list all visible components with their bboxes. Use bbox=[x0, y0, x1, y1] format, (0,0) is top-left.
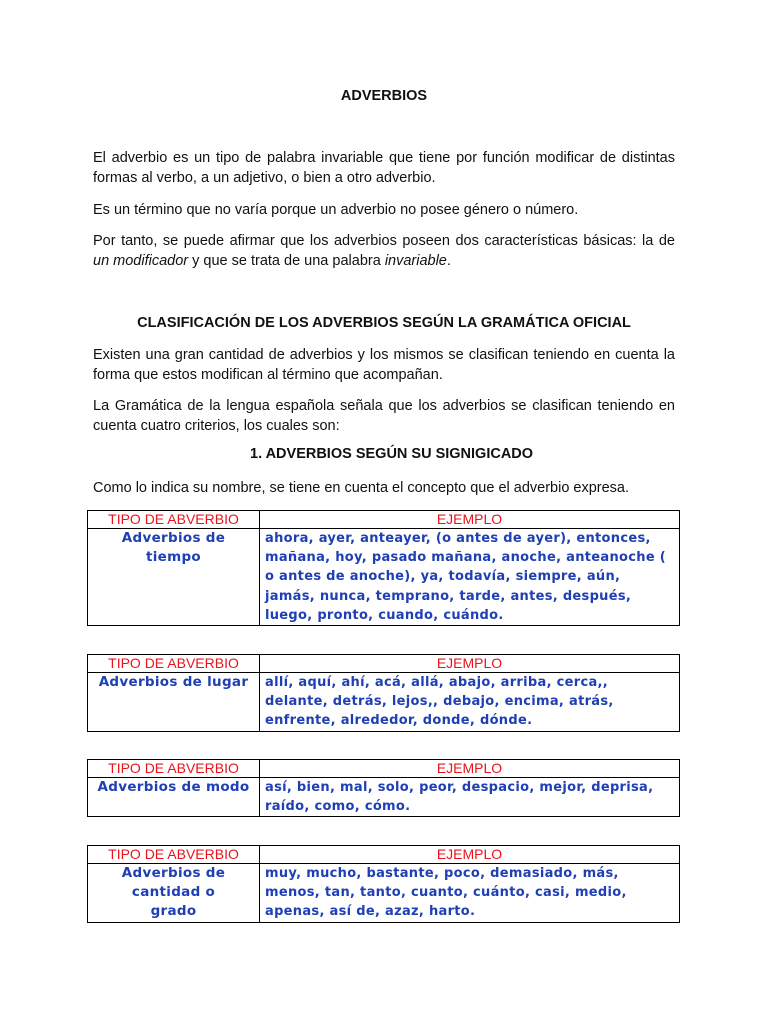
ejemplo-cell: allí, aquí, ahí, acá, allá, abajo, arriba, cerca,, delante, detrás, lejos,, debajo, encima, atrás, enfrente, alrededor, donde, dónde. bbox=[260, 673, 680, 732]
table-header-row bbox=[88, 846, 680, 864]
intro-paragraph-3-text-a: Por tanto, se puede afirmar que los adverbios poseen dos características básicas: la de bbox=[93, 233, 675, 249]
intro-paragraph-3-text-b: y que se trata de una palabra bbox=[188, 253, 385, 269]
adverb-table-cantidad bbox=[87, 845, 680, 923]
intro-paragraph-3 bbox=[93, 231, 675, 271]
ejemplo-cell: muy, mucho, bastante, poco, demasiado, más, menos, tan, tanto, cuanto, cuánto, casi, medio, apenas, así de, azaz, harto. bbox=[260, 864, 680, 923]
adverb-table-tiempo bbox=[87, 510, 680, 626]
section-heading: CLASIFICACIÓN DE LOS ADVERBIOS SEGÚN LA GRAMÁTICA OFICIAL bbox=[137, 315, 631, 331]
tipo-cell: Adverbios de lugar bbox=[88, 673, 260, 732]
header-ejemplo: EJEMPLO bbox=[260, 655, 680, 673]
adverb-table-lugar bbox=[87, 654, 680, 732]
tipo-cell: Adverbios de cantidad o grado bbox=[88, 864, 260, 923]
table-header-row bbox=[88, 760, 680, 778]
tipo-cell: Adverbios de tiempo bbox=[88, 529, 260, 626]
header-ejemplo: EJEMPLO bbox=[260, 511, 680, 529]
header-ejemplo: EJEMPLO bbox=[260, 846, 680, 864]
sub-heading: 1. ADVERBIOS SEGÚN SU SIGNIGICADO bbox=[250, 446, 534, 462]
header-tipo: TIPO DE ABVERBIO bbox=[88, 511, 260, 529]
header-tipo: TIPO DE ABVERBIO bbox=[88, 655, 260, 673]
tipo-cell: Adverbios de modo bbox=[88, 778, 260, 817]
intro-paragraph-2: Es un término que no varía porque un adverbio no posee género o número. bbox=[93, 202, 579, 218]
header-tipo: TIPO DE ABVERBIO bbox=[88, 846, 260, 864]
header-tipo: TIPO DE ABVERBIO bbox=[88, 760, 260, 778]
table-row bbox=[88, 529, 680, 626]
ejemplo-cell: ahora, ayer, anteayer, (o antes de ayer), entonces, mañana, hoy, pasado mañana, anoche, anteanoche ( o antes de anoche), ya, todavía, siempre, aún, jamás, nunca, temprano, tarde, antes, después, luego, pronto, cuando, cuándo. bbox=[260, 529, 680, 626]
table-header-row bbox=[88, 511, 680, 529]
table-row bbox=[88, 673, 680, 732]
table-row bbox=[88, 778, 680, 817]
intro-emphasis-modificador: un modificador bbox=[93, 253, 189, 269]
page-title: ADVERBIOS bbox=[340, 88, 428, 104]
section-paragraph-1: Existen una gran cantidad de adverbios y los mismos se clasifican teniendo en cuenta la forma que estos modifican al término que acompañan. bbox=[93, 347, 675, 383]
intro-emphasis-invariable: invariable bbox=[384, 253, 447, 269]
intro-paragraph-1: El adverbio es un tipo de palabra invariable que tiene por función modificar de distintas formas al verbo, a un adjetivo, o bien a otro adverbio. bbox=[93, 150, 675, 186]
intro-paragraph-3-text-c: . bbox=[446, 253, 451, 269]
ejemplo-cell: así, bien, mal, solo, peor, despacio, mejor, deprisa, raído, como, cómo. bbox=[260, 778, 680, 817]
section-paragraph-2: La Gramática de la lengua española señala que los adverbios se clasifican teniendo en cuenta cuatro criterios, los cuales son: bbox=[93, 398, 675, 434]
section-paragraph-3: Como lo indica su nombre, se tiene en cuenta el concepto que el adverbio expresa. bbox=[93, 480, 630, 496]
header-ejemplo: EJEMPLO bbox=[260, 760, 680, 778]
table-row bbox=[88, 864, 680, 923]
table-header-row bbox=[88, 655, 680, 673]
adverb-table-modo bbox=[87, 759, 680, 817]
